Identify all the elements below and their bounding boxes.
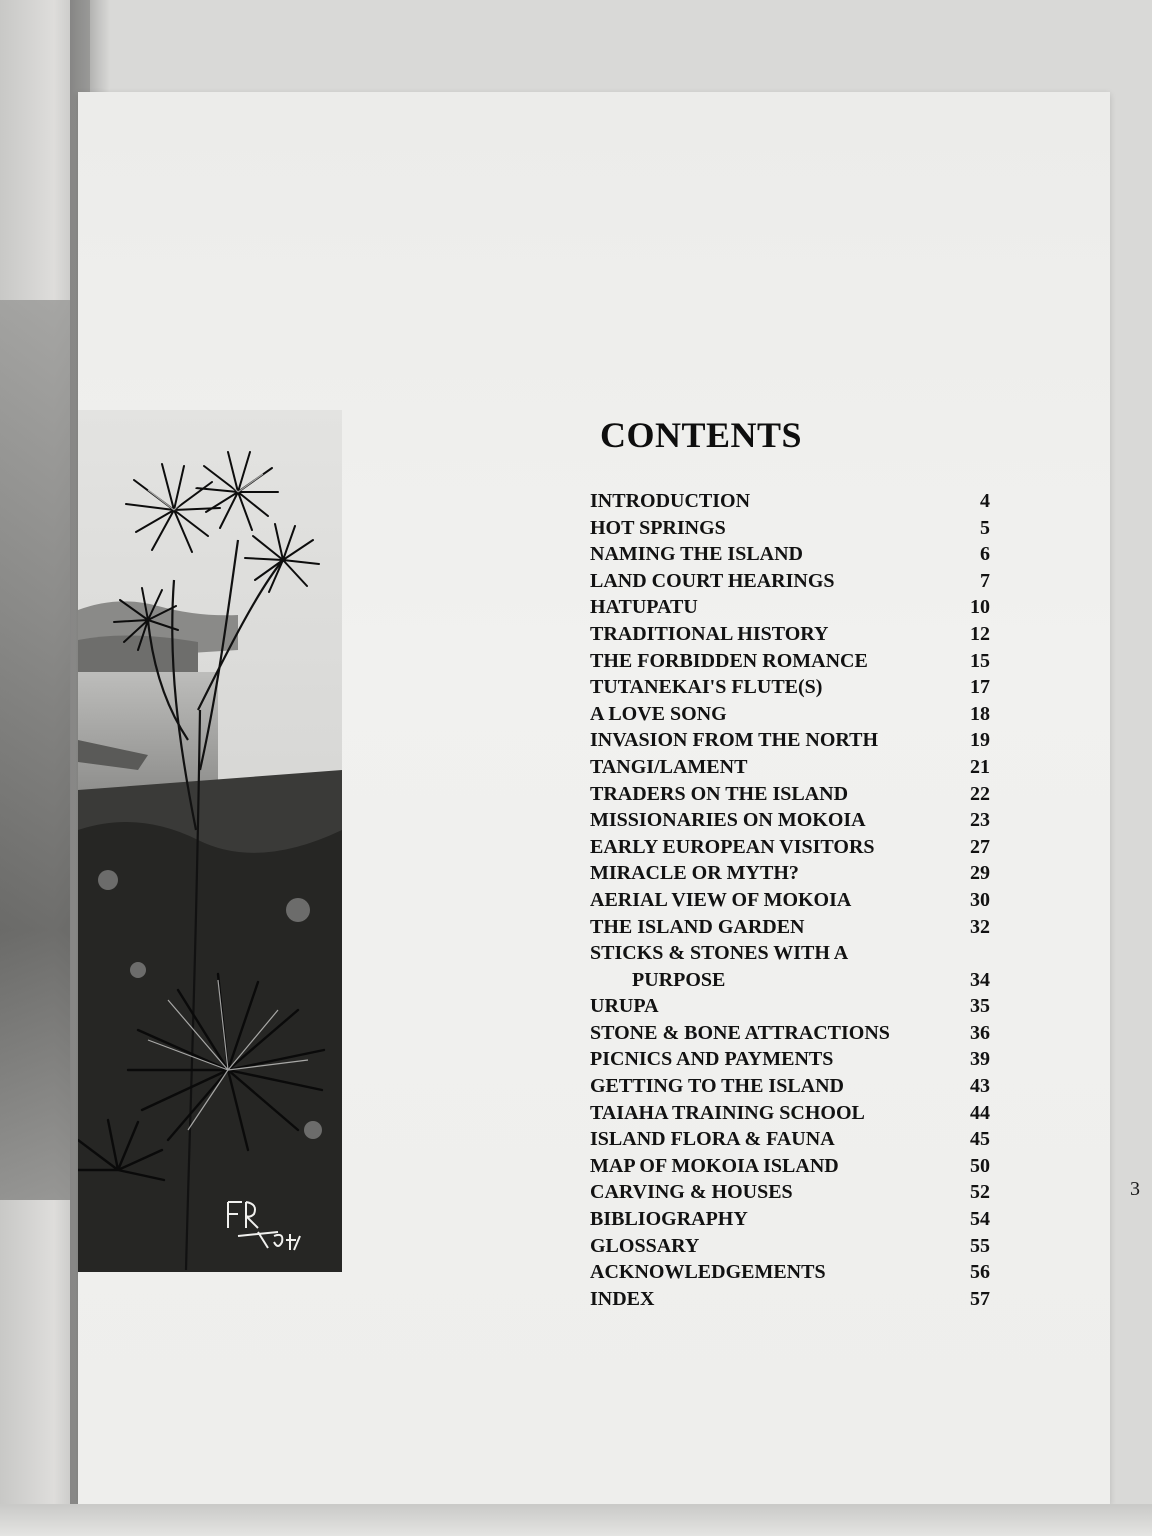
toc-entry-page: 43: [970, 1075, 990, 1098]
toc-entry-title: NAMING THE ISLAND: [590, 543, 803, 566]
table-of-contents: [590, 488, 990, 1308]
toc-entry-page: 22: [970, 782, 990, 805]
toc-entry-page: 54: [970, 1208, 990, 1231]
toc-entry-title: AERIAL VIEW OF MOKOIA: [590, 888, 852, 911]
toc-entry: [590, 754, 990, 781]
toc-entry-page: 10: [970, 596, 990, 619]
toc-entry: [590, 887, 990, 914]
toc-entry: [590, 701, 990, 728]
contents-heading: CONTENTS: [600, 415, 803, 455]
contents-page: [78, 92, 1140, 1504]
toc-entry-page: 44: [970, 1101, 990, 1124]
toc-entry-title: HATUPATU: [590, 596, 698, 619]
toc-entry-title: HOT SPRINGS: [590, 516, 726, 539]
toc-entry: [590, 648, 990, 675]
toc-entry-page: 32: [970, 915, 990, 938]
toc-entry: [590, 1073, 990, 1100]
toc-entry-page: 15: [970, 649, 990, 672]
toc-entry: [590, 940, 990, 967]
toc-entry: [590, 834, 990, 861]
toc-entry-page: 50: [970, 1154, 990, 1177]
toc-entry: [590, 1046, 990, 1073]
toc-entry-page: 45: [970, 1128, 990, 1151]
toc-entry-title: INVASION FROM THE NORTH: [590, 729, 879, 752]
toc-entry-page: 56: [970, 1261, 990, 1284]
toc-entry-title: TANGI/LAMENT: [590, 755, 748, 778]
toc-entry-page: 30: [970, 888, 990, 911]
toc-entry-title: STONE & BONE ATTRACTIONS: [590, 1021, 890, 1044]
toc-entry-title: LAND COURT HEARINGS: [590, 569, 835, 592]
toc-entry-page: 4: [980, 490, 990, 512]
toc-entry-title: EARLY EUROPEAN VISITORS: [590, 835, 875, 858]
toc-entry-title: MISSIONARIES ON MOKOIA: [590, 809, 866, 832]
toc-entry-page: 57: [970, 1287, 990, 1310]
toc-entry-title: THE FORBIDDEN ROMANCE: [590, 649, 868, 672]
toc-entry: [590, 1126, 990, 1153]
toc-entry: [590, 807, 990, 834]
toc-entry-title: MIRACLE OR MYTH?: [590, 862, 799, 885]
toc-entry: [590, 860, 990, 887]
toc-entry-title: THE ISLAND GARDEN: [590, 915, 805, 938]
toc-entry-title: CARVING & HOUSES: [590, 1181, 793, 1204]
toc-entry: [590, 1259, 990, 1286]
toc-entry-title: INTRODUCTION: [590, 490, 751, 512]
toc-entry-continuation: [590, 967, 990, 994]
toc-entry: [590, 1100, 990, 1127]
toc-entry-title: TUTANEKAI'S FLUTE(S): [590, 676, 823, 699]
toc-entry-title: TRADERS ON THE ISLAND: [590, 782, 849, 805]
toc-entry: [590, 568, 990, 595]
toc-entry-page: 23: [970, 809, 990, 832]
toc-entry-title: ACKNOWLEDGEMENTS: [590, 1261, 826, 1284]
toc-entry: [590, 594, 990, 621]
toc-entry-page: 34: [970, 968, 990, 991]
toc-entry: [590, 488, 990, 515]
toc-entry-page: 17: [970, 676, 990, 699]
toc-entry-page: 39: [970, 1048, 990, 1071]
toc-entry-page: 35: [970, 995, 990, 1018]
toc-entry: [590, 1286, 990, 1313]
toc-entry-page: 27: [970, 835, 990, 858]
toc-entry-title: TAIAHA TRAINING SCHOOL: [590, 1101, 865, 1124]
toc-entry: [590, 781, 990, 808]
toc-entry-title: PURPOSE: [632, 968, 726, 991]
toc-entry-page: 36: [970, 1021, 990, 1044]
toc-entry-title: PICNICS AND PAYMENTS: [590, 1048, 834, 1071]
toc-entry-title: A LOVE SONG: [590, 702, 727, 725]
toc-entry: [590, 1020, 990, 1047]
toc-entry: [590, 621, 990, 648]
toc-entry: [590, 1153, 990, 1180]
toc-entry-title: STICKS & STONES WITH A: [590, 942, 849, 965]
toc-entry-page: 7: [980, 569, 990, 592]
toc-entry-page: 52: [970, 1181, 990, 1204]
toc-entry-page: 6: [980, 543, 990, 566]
toc-entry-title: GETTING TO THE ISLAND: [590, 1075, 844, 1098]
toc-entry-page: 19: [970, 729, 990, 752]
toc-entry-page: 55: [970, 1234, 990, 1257]
toc-entry-page: 5: [980, 516, 990, 539]
toc-entry-page: 12: [970, 622, 990, 645]
toc-entry-title: TRADITIONAL HISTORY: [590, 622, 829, 645]
toc-entry-page: 21: [970, 755, 990, 778]
toc-entry: [590, 1206, 990, 1233]
toc-entry-page: 18: [970, 702, 990, 725]
toc-entry-title: MAP OF MOKOIA ISLAND: [590, 1154, 839, 1177]
toc-entry: [590, 1233, 990, 1260]
table-surface: [0, 1504, 1152, 1536]
toc-entry: [590, 674, 990, 701]
facing-page-illustration-edge: [0, 300, 70, 1200]
toc-entry-title: URUPA: [590, 995, 659, 1018]
toc-entry-page: 29: [970, 862, 990, 885]
toc-entry: [590, 515, 990, 542]
toc-entry-title: ISLAND FLORA & FAUNA: [590, 1128, 835, 1151]
toc-entry-title: GLOSSARY: [590, 1234, 700, 1257]
toc-entry-title: BIBLIOGRAPHY: [590, 1208, 748, 1231]
toc-entry: [590, 914, 990, 941]
toc-entry: [590, 993, 990, 1020]
toc-entry-title: INDEX: [590, 1287, 655, 1310]
page-number: 3: [1130, 1178, 1140, 1200]
engraving-illustration: [78, 410, 342, 1272]
toc-entry: [590, 541, 990, 568]
toc-entry: [590, 727, 990, 754]
toc-entry: [590, 1179, 990, 1206]
